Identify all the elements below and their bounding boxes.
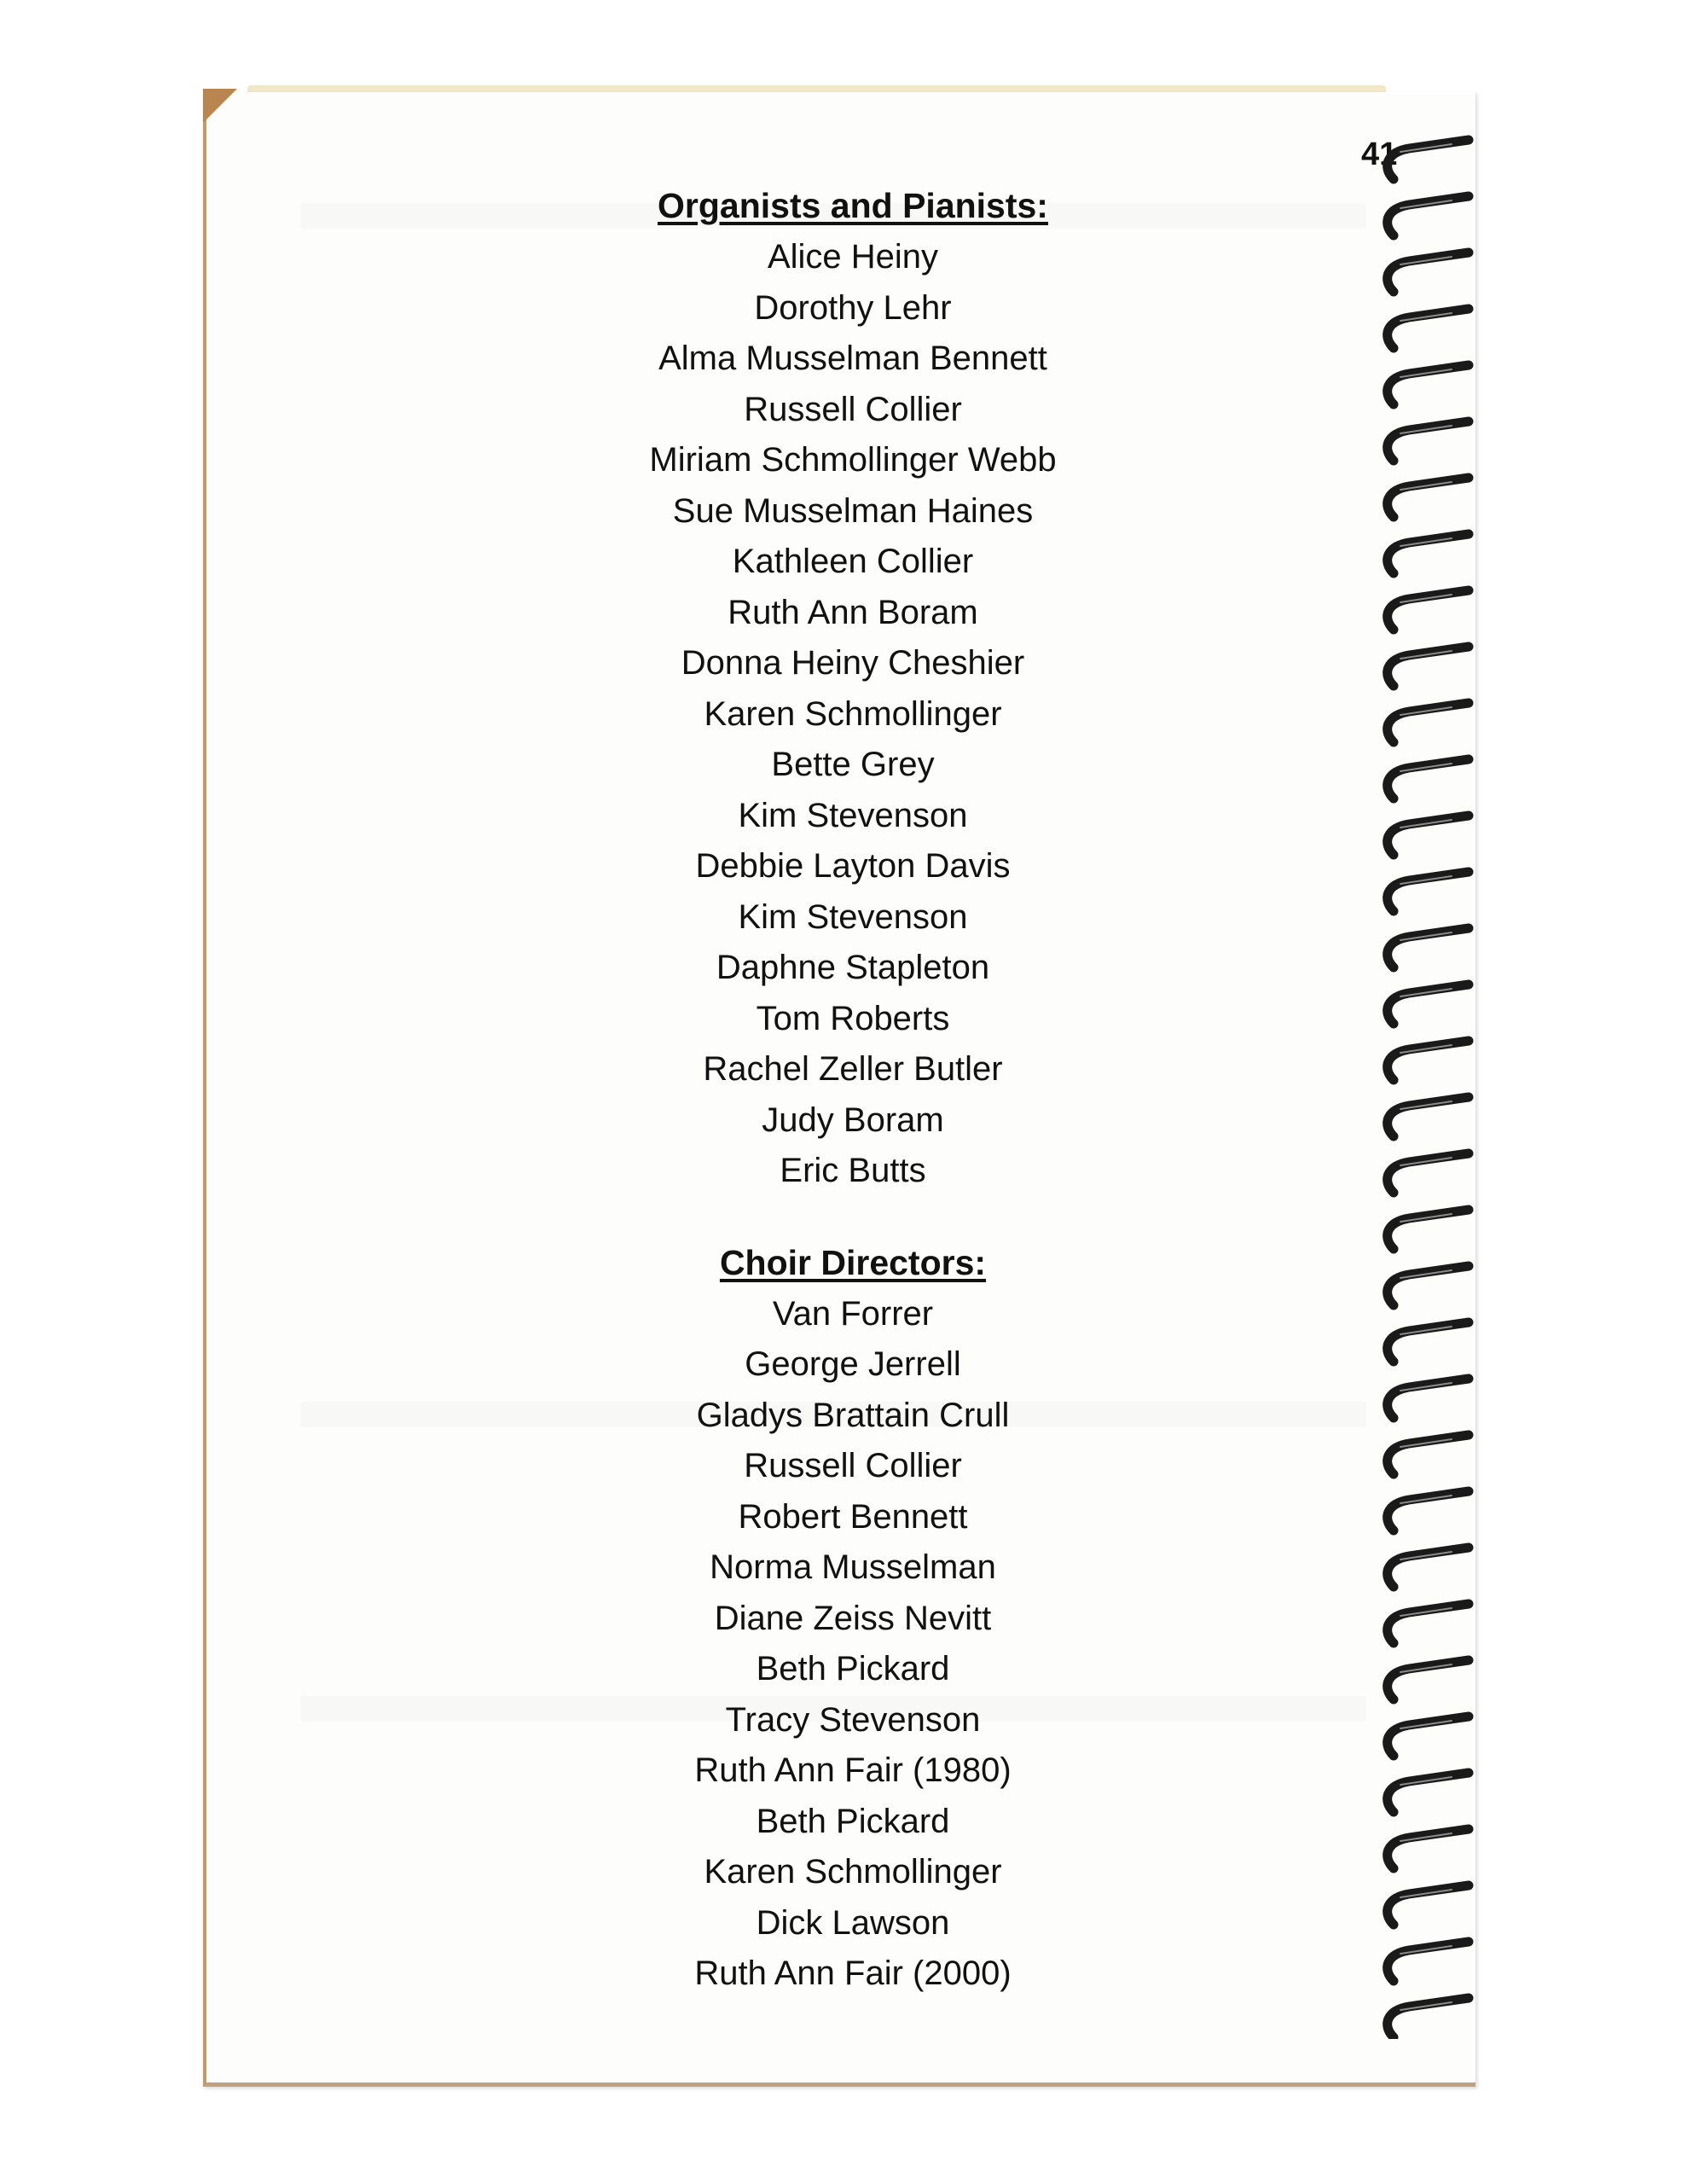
spiral-coil	[1388, 590, 1469, 630]
spiral-coil	[1388, 1041, 1469, 1080]
spiral-coil	[1388, 985, 1469, 1024]
spiral-coil	[1388, 872, 1469, 911]
spiral-coil	[1388, 647, 1469, 686]
spiral-coil	[1388, 1773, 1469, 1812]
spiral-coil	[1388, 1942, 1469, 1981]
spiral-coil	[1388, 759, 1469, 799]
spiral-coil	[1388, 1153, 1469, 1193]
list-item: Tracy Stevenson	[725, 1700, 981, 1739]
section-choir-directors	[512, 1236, 1194, 2000]
list-item: Kim Stevenson	[738, 897, 968, 936]
list-item: Kim Stevenson	[738, 796, 968, 834]
list-item: Donna Heiny Cheshier	[681, 644, 1025, 682]
list-item: Russell Collier	[744, 390, 962, 428]
spiral-coil	[1388, 1829, 1469, 1868]
list-item: Dick Lawson	[756, 1903, 950, 1942]
spiral-coil	[1388, 1210, 1469, 1249]
spiral-coil	[1388, 1322, 1469, 1362]
list-item: Tom Roberts	[756, 999, 950, 1037]
section-heading: Organists and Pianists:	[658, 186, 1048, 225]
spiral-coil	[1388, 1097, 1469, 1136]
list-item: Dorothy Lehr	[754, 288, 952, 327]
list-item: Beth Pickard	[756, 1650, 950, 1687]
spiral-coil	[1388, 421, 1469, 461]
spiral-coil	[1388, 1491, 1469, 1531]
spiral-coil	[1388, 703, 1469, 742]
spiral-coil	[1388, 1435, 1469, 1474]
list-item: Karen Schmollinger	[704, 694, 1002, 733]
section-heading: Choir Directors:	[719, 1242, 987, 1282]
list-item: Kathleen Collier	[732, 543, 974, 580]
roster-column	[512, 179, 1194, 2000]
spiral-coil	[1388, 309, 1469, 348]
list-item: Judy Boram	[762, 1101, 944, 1139]
spiral-coil	[1388, 1604, 1469, 1643]
spiral-coil	[1388, 1716, 1469, 1756]
list-item: Karen Schmollinger	[704, 1853, 1002, 1891]
list-item: Rachel Zeller Butler	[703, 1050, 1003, 1088]
list-item: Van Forrer	[772, 1294, 934, 1333]
list-item: Robert Bennett	[738, 1497, 968, 1536]
list-item: Miriam Schmollinger Webb	[649, 441, 1057, 479]
section-gap	[512, 1197, 1194, 1236]
list-item: Russell Collier	[744, 1447, 962, 1484]
spiral-coil	[1388, 253, 1469, 292]
list-item: George Jerrell	[745, 1345, 961, 1383]
spiral-coil	[1388, 196, 1469, 235]
spiral-coil	[1388, 1266, 1469, 1305]
list-item: Alice Heiny	[767, 238, 939, 276]
spiral-coil	[1388, 478, 1469, 517]
page-number: 41	[1361, 136, 1398, 172]
spiral-coils	[1388, 140, 1469, 2037]
section-organists-and-pianists	[512, 179, 1194, 1197]
spiral-coil	[1388, 1660, 1469, 1699]
spiral-coil	[1388, 1548, 1469, 1587]
list-item: Alma Musselman Bennett	[658, 340, 1047, 377]
spiral-coil	[1388, 534, 1469, 573]
list-item: Sue Musselman Haines	[672, 491, 1034, 530]
spiral-coil	[1388, 1379, 1469, 1418]
list-item: Ruth Ann Fair (1980)	[694, 1751, 1012, 1789]
spiral-coil	[1388, 365, 1469, 404]
list-item: Gladys Brattain Crull	[696, 1396, 1010, 1434]
list-item: Debbie Layton Davis	[695, 847, 1011, 885]
spiral-binding	[1375, 128, 1477, 2039]
list-item: Diane Zeiss Nevitt	[714, 1599, 992, 1637]
spiral-coil	[1388, 140, 1469, 179]
list-item: Ruth Ann Fair (2000)	[694, 1955, 1012, 1992]
list-item: Beth Pickard	[756, 1802, 950, 1840]
spiral-coil	[1388, 1998, 1469, 2037]
spiral-coil	[1388, 1885, 1469, 1925]
list-item: Eric Butts	[780, 1152, 926, 1189]
list-item: Daphne Stapleton	[716, 949, 990, 986]
spiral-coil	[1388, 816, 1469, 855]
spiral-coil	[1388, 928, 1469, 967]
list-item: Norma Musselman	[710, 1548, 996, 1586]
list-item: Ruth Ann Boram	[728, 593, 978, 631]
list-item: Bette Grey	[771, 746, 935, 783]
